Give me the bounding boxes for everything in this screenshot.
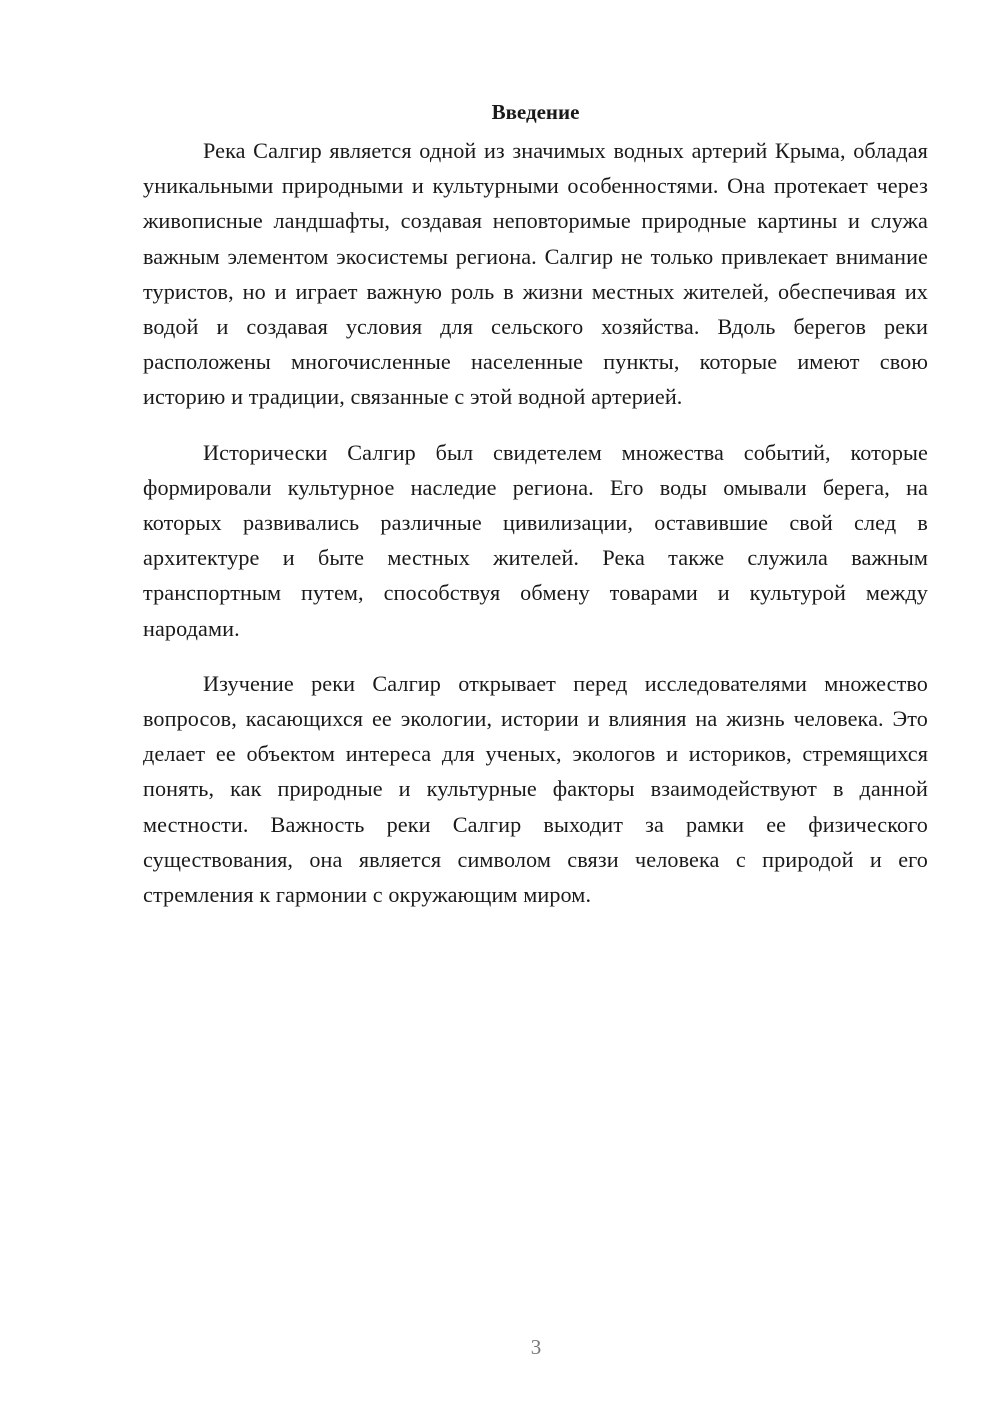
page-content bbox=[143, 95, 928, 932]
paragraph-3: Изучение реки Салгир открывает перед исследователями множество вопросов, касающихся ее экологии, истории и влияния на жизнь человека. Это делает ее объектом интереса для ученых, экологов и историков, стремящихся понять, как природные и культурные факторы взаимодействуют в данной местности. Важность реки Салгир выходит за рамки ее физического существования, она является символом связи человека с природой и его стремления к гармонии с окружающим миром. bbox=[143, 670, 928, 908]
paragraph-2: Исторически Салгир был свидетелем множества событий, которые формировали культурное наследие региона. Его воды омывали берега, на которых развивались различные цивилизации, оставившие свой след в архитектуре и быте местных жителей. Река также служила важным транспортным путем, способствуя обмену товарами и культурой между народами. bbox=[143, 439, 928, 641]
paragraph-1: Река Салгир является одной из значимых водных артерий Крыма, обладая уникальными природными и культурными особенностями. Она протекает через живописные ландшафты, создавая неповторимые природные картины и служа важным элементом экосистемы региона. Салгир не только привлекает внимание туристов, но и играет важную роль в жизни местных жителей, обеспечивая их водой и создавая условия для сельского хозяйства. Вдоль берегов реки расположены многочисленные населенные пункты, которые имеют свою историю и традиции, связанные с этой водной артерией. bbox=[143, 138, 928, 410]
section-title: Введение bbox=[491, 100, 580, 124]
page-number: 3 bbox=[530, 1335, 542, 1359]
